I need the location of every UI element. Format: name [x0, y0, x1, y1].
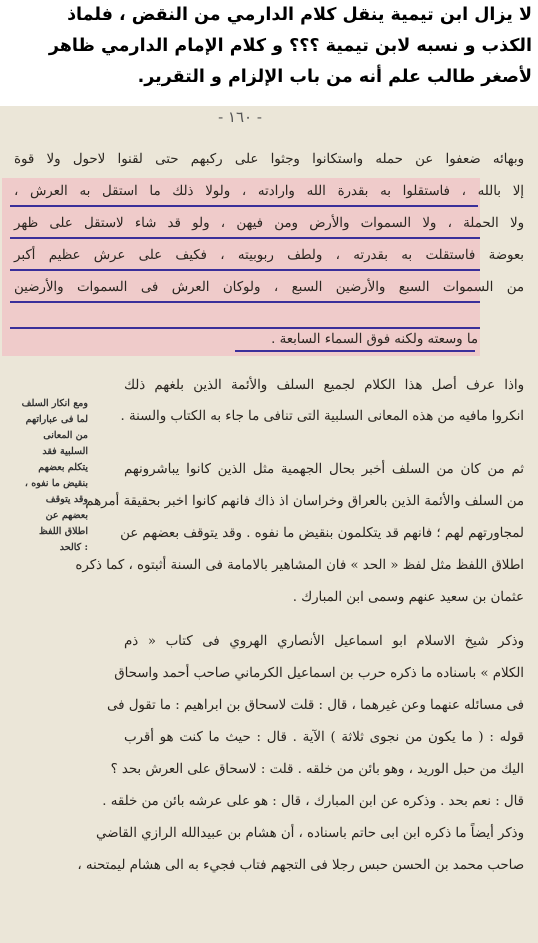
margin-note-line-6: بنقيض ما نفوه ،	[24, 478, 88, 489]
text-line-10: من السلف والأئمة الذين بالعراق وخراسان اذ ذاك فانهم كانوا اخبر بحقيقة أمرهم	[85, 494, 524, 509]
text-line-4: بعوضة فاستقلت به بقدرته ، ولطف ربوبيته ، فكيف على عرش عظيم أكبر	[14, 248, 524, 263]
margin-note-line-8: بعضهم عن	[45, 510, 88, 521]
margin-note-line-3: من المعانى	[43, 430, 88, 441]
underline-2	[10, 237, 480, 239]
text-line-12: اطلاق اللفظ مثل لفظ « الحد » فان المشاهير بالامامة فى السنة أثبتوه ، كما ذكره	[75, 558, 524, 573]
underline-5	[10, 327, 480, 329]
text-line-14: وذكر شيخ الاسلام ابو اسماعيل الأنصاري الهروي فى كتاب « ذم	[124, 634, 524, 649]
underline-6	[235, 350, 475, 352]
text-line-6-fragment: ما وسعته ولكنه فوق السماء السابعة .	[271, 332, 478, 347]
margin-note-line-5: يتكلم بعضهم	[38, 462, 88, 473]
text-line-2: إلا بالله ، فاستقلوا به بقدرة الله وارادته ، ولولا ذلك ما استقل به العرش ،	[14, 184, 524, 199]
text-line-7: واذا عرف أصل هذا الكلام لجميع السلف والأئمة الذين بلغهم ذلك	[124, 378, 524, 393]
text-line-1: وبهائه ضعفوا عن حمله واستكانوا وجثوا على ركبهم حتى لقنوا لاحول ولا قوة	[14, 152, 524, 167]
text-line-8: انكروا مافيه من هذه المعانى السلبية التى تنافى ما جاء به الكتاب والسنة .	[120, 409, 524, 424]
text-line-15: الكلام » باسناده ما ذكره حرب بن اسماعيل الكرماني صاحب أحمد واسحاق	[114, 666, 524, 681]
banner-line-3: لأصغر طالب علم أنه من باب الإلزام و التقرير.	[137, 67, 532, 87]
text-line-18: اليك من حبل الوريد ، وهو بائن من خلقه . قلت : لاسحاق على العرش بحد ؟	[110, 762, 524, 777]
text-line-19: قال : نعم بحد . وذكره عن ابن المبارك ، قال : هو على عرشه بائن من خلقه .	[102, 794, 524, 809]
text-line-6-end	[248, 332, 478, 347]
margin-note-line-10: : كالحد	[59, 542, 88, 553]
text-line-9: ثم من كان من السلف أخبر بحال الجهمية مثل الذين كانوا يباشرونهم	[124, 462, 524, 477]
text-line-21: صاحب محمد بن الحسن حبس رجلا فى التجهم فتاب فجيء به الى هشام ليمتحنه ،	[77, 858, 524, 873]
underline-4	[10, 301, 480, 303]
text-line-20: وذكر أيضاً ما ذكره ابن ابى حاتم باسناده ، أن هشام بن عبيدالله الرازي القاضي	[96, 826, 524, 841]
margin-note-line-2: لما فى عباراتهم	[25, 414, 88, 425]
text-line-17: قوله : ( ما يكون من نجوى ثلاثة ) الآية . قال : حيث ما كنت هو أقرب	[124, 730, 524, 745]
banner-line-1: لا يزال ابن تيمية ينقل كلام الدارمي من النقض ، فلماذ	[67, 5, 532, 25]
margin-note	[6, 396, 88, 556]
margin-note-line-4: السلبية فقد	[42, 446, 88, 457]
underline-3	[10, 269, 480, 271]
text-line-16: فى مسائله عنهما وعن غيرهما ، قال : قلت لاسحاق بن ابراهيم : ما تقول فى	[107, 698, 524, 713]
commentary-banner	[0, 0, 538, 106]
text-line-11: لمجاورتهم لهم ؛ فانهم قد يتكلمون بنقيض ما نفوه . وقد يتوقف بعضهم عن	[120, 526, 524, 541]
margin-note-line-1: ومع انكار السلف	[21, 398, 88, 409]
page-number: - ١٦٠ -	[218, 108, 262, 126]
margin-note-line-7: وقد يتوقف	[45, 494, 88, 505]
text-line-13: عثمان بن سعيد عنهم وسمى ابن المبارك .	[292, 590, 524, 605]
underline-1	[10, 205, 478, 207]
margin-note-line-9: اطلاق اللفظ	[38, 526, 88, 537]
scanned-book-page	[0, 106, 538, 943]
banner-line-2: الكذب و نسبه لابن تيمية ؟؟؟ و كلام الإمام الدارمي ظاهر	[48, 36, 532, 56]
text-line-3: ولا الحملة ، ولا السموات والأرض ومن فيهن ، ولو قد شاء لاستقل على ظهر	[14, 216, 524, 231]
text-line-5: من السموات السبع والأرضين السبع ، ولوكان العرش فى السموات والأرضين	[14, 280, 524, 295]
